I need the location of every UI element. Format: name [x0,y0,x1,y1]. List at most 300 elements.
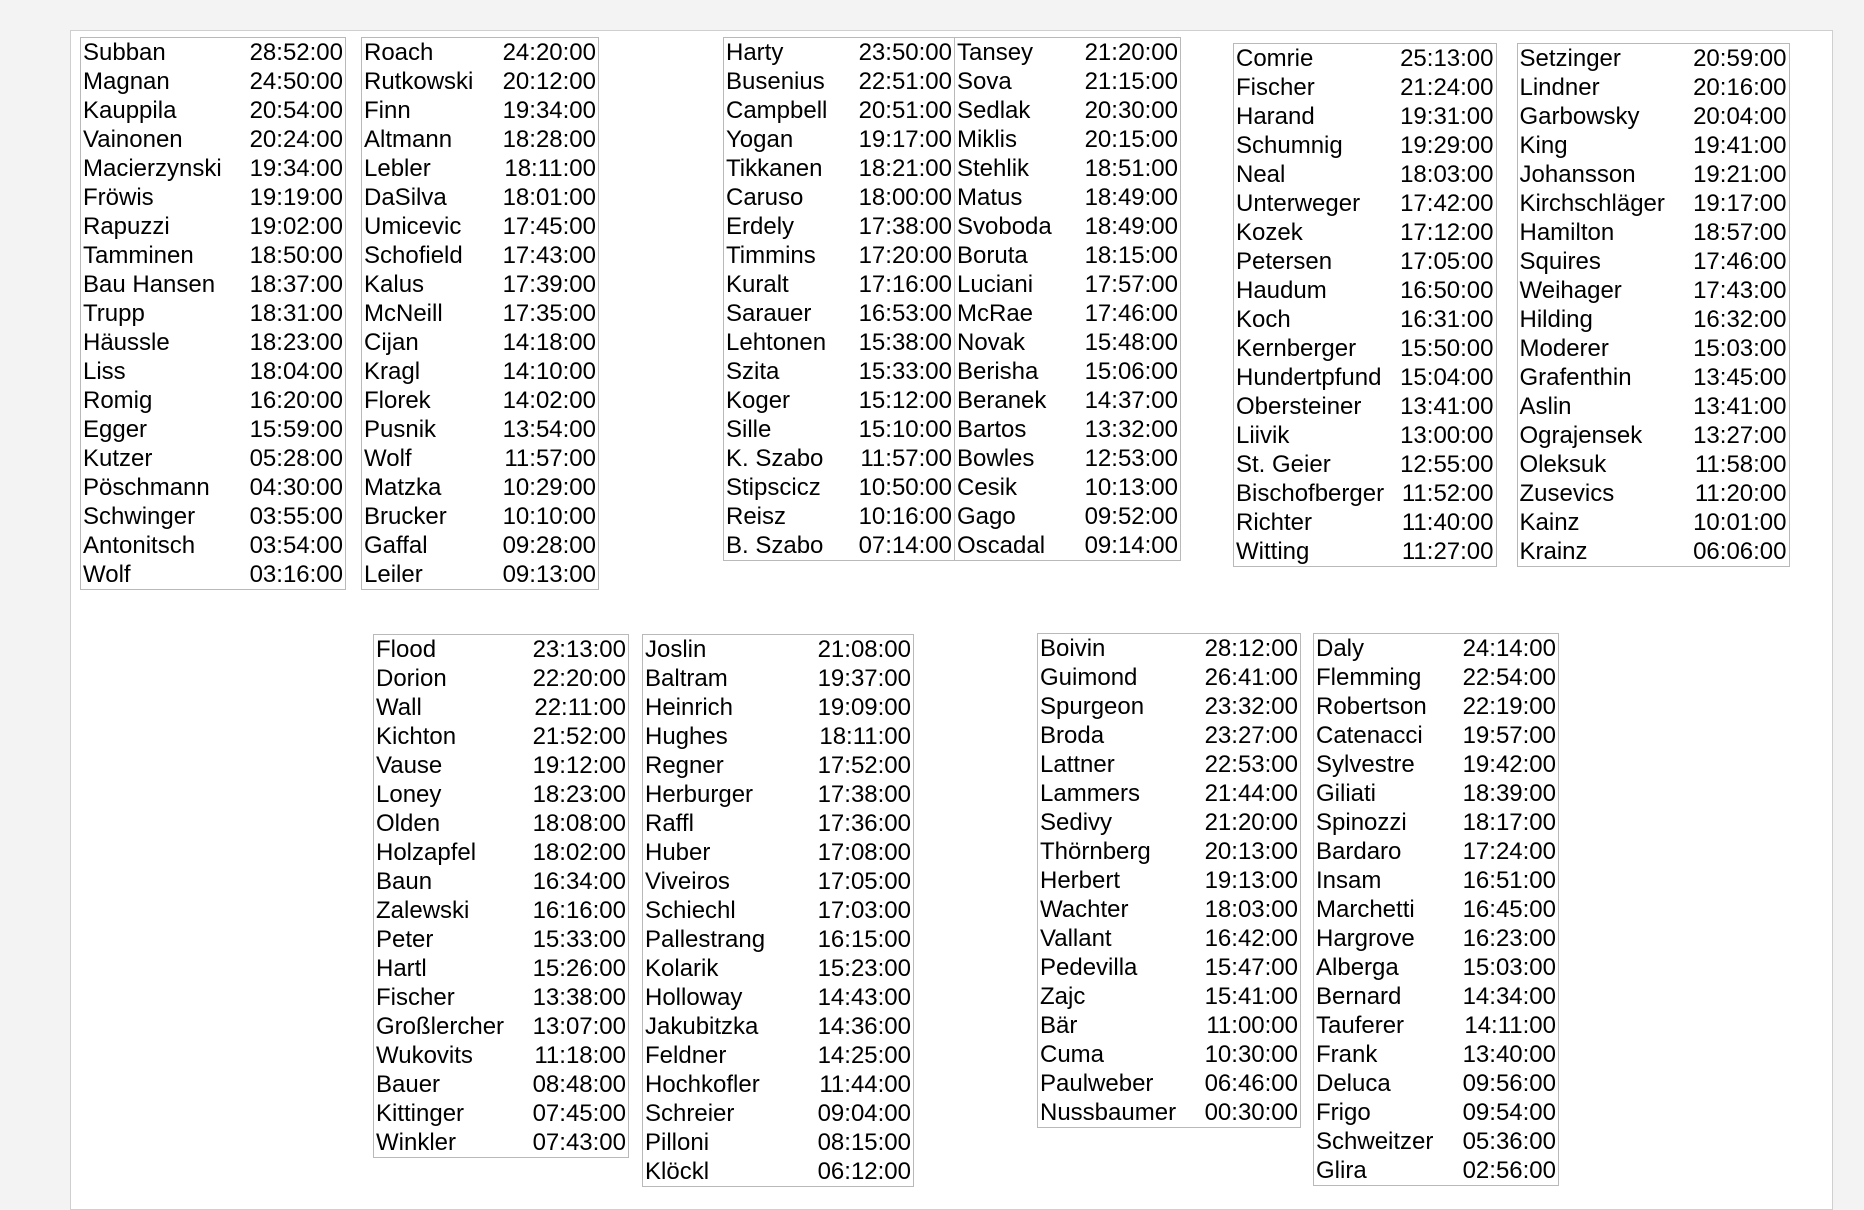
table-row [1517,363,1789,392]
player-name: Guimond [1040,664,1138,691]
time-value: 18:57:00 [1693,219,1787,246]
time-value: 06:06:00 [1693,538,1787,565]
time-value: 20:15:00 [1084,126,1178,153]
time-value: 21:44:00 [1204,780,1298,807]
time-value: 13:32:00 [1084,416,1178,443]
table-row [1517,218,1789,247]
table-row [362,96,599,125]
player-name: Hochkofler [645,1071,760,1098]
table-row [362,531,599,560]
table-row [955,357,1181,386]
player-name: Baltram [645,665,728,692]
player-name: Leiler [364,561,423,588]
time-value: 14:36:00 [817,1013,911,1040]
table-row [955,154,1181,183]
player-name: Großlercher [376,1013,505,1040]
time-value: 14:37:00 [1084,387,1178,414]
table-row [724,531,955,561]
table-row [1234,392,1497,421]
player-name: Zusevics [1519,480,1615,507]
table-row [374,751,629,780]
table-row [374,867,629,896]
player-name: Grafenthin [1519,364,1632,391]
table-row [1038,1098,1301,1128]
time-value: 09:13:00 [502,561,596,588]
player-name: Frigo [1316,1099,1371,1126]
player-table [642,634,914,1187]
player-name: Macierzynski [83,155,222,182]
time-value: 19:12:00 [532,752,626,779]
time-value: 18:01:00 [502,184,596,211]
time-value: 28:52:00 [249,39,343,66]
player-name: Yogan [726,126,794,153]
time-value: 13:07:00 [532,1013,626,1040]
player-name: Novak [957,329,1026,356]
time-value: 18:02:00 [532,839,626,866]
table-row [1517,44,1789,74]
table-row [362,415,599,444]
time-value: 24:14:00 [1462,635,1556,662]
table-row [724,125,955,154]
time-value: 15:59:00 [249,416,343,443]
table-row [955,386,1181,415]
time-value: 18:49:00 [1084,184,1178,211]
table-row [643,1041,914,1070]
player-table [1037,633,1301,1128]
player-name: Boruta [957,242,1028,269]
table-row [362,125,599,154]
time-value: 10:01:00 [1693,509,1787,536]
player-name: Deluca [1316,1070,1391,1097]
player-name: Liivik [1236,422,1290,449]
table-row [1234,247,1497,276]
time-value: 19:42:00 [1462,751,1556,778]
time-value: 19:13:00 [1204,867,1298,894]
table-row [1517,247,1789,276]
player-name: Ograjensek [1519,422,1643,449]
player-name: Miklis [957,126,1017,153]
player-name: Oleksuk [1519,451,1607,478]
player-name: Baun [376,868,433,895]
table-row [1234,421,1497,450]
table-row [955,299,1181,328]
player-name: Brucker [364,503,447,530]
player-name: Insam [1316,867,1382,894]
table-row [955,125,1181,154]
player-name: Harty [726,39,784,66]
table-row [955,96,1181,125]
player-name: Bowles [957,445,1035,472]
table-row [362,473,599,502]
time-value: 14:18:00 [502,329,596,356]
time-value: 08:48:00 [532,1071,626,1098]
table-row [81,473,346,502]
table-row [643,896,914,925]
table-row [643,751,914,780]
table-group-e [1037,633,1559,1186]
table-row [81,328,346,357]
player-name: McNeill [364,300,443,327]
table-row [1038,692,1301,721]
table-row [1038,721,1301,750]
table-row [374,635,629,665]
player-name: Joslin [645,636,707,663]
table-row [1314,750,1559,779]
player-name: Subban [83,39,166,66]
player-name: Squires [1519,248,1601,275]
time-value: 18:11:00 [819,723,911,750]
player-name: Wachter [1040,896,1129,923]
player-name: Weihager [1519,277,1622,304]
table-row [1038,866,1301,895]
time-value: 14:43:00 [817,984,911,1011]
player-name: Wukovits [376,1042,473,1069]
table-row [1517,276,1789,305]
time-value: 17:16:00 [858,271,952,298]
player-name: Egger [83,416,148,443]
player-name: Schofield [364,242,463,269]
table-row [81,183,346,212]
table-row [1234,131,1497,160]
time-value: 16:32:00 [1693,306,1787,333]
player-name: Romig [83,387,153,414]
player-name: Tamminen [83,242,194,269]
time-value: 15:26:00 [532,955,626,982]
player-name: Bardaro [1316,838,1402,865]
table-row [724,96,955,125]
player-table [1233,43,1497,567]
time-value: 10:16:00 [858,503,952,530]
table-row [1314,1069,1559,1098]
time-value: 17:38:00 [858,213,952,240]
player-name: Lattner [1040,751,1115,778]
time-value: 24:20:00 [502,39,596,66]
table-row [1234,450,1497,479]
time-value: 18:03:00 [1400,161,1494,188]
table-row [955,67,1181,96]
time-value: 18:51:00 [1084,155,1178,182]
time-value: 19:31:00 [1400,103,1494,130]
time-value: 11:52:00 [1401,480,1494,507]
time-value: 11:40:00 [1401,509,1494,536]
player-name: Pallestrang [645,926,766,953]
player-name: Hundertpfund [1236,364,1382,391]
player-name: Spurgeon [1040,693,1145,720]
table-row [374,1012,629,1041]
table-row [724,67,955,96]
player-name: Zajc [1040,983,1086,1010]
time-value: 13:41:00 [1693,393,1787,420]
time-value: 17:43:00 [1693,277,1787,304]
time-value: 11:00:00 [1206,1012,1298,1039]
time-value: 10:29:00 [502,474,596,501]
table-row [1314,895,1559,924]
time-value: 11:18:00 [534,1042,626,1069]
table-row [1314,1156,1559,1186]
table-row [724,241,955,270]
player-name: Marchetti [1316,896,1415,923]
player-name: Regner [645,752,724,779]
table-row [1234,73,1497,102]
time-value: 13:54:00 [502,416,596,443]
table-row [362,357,599,386]
time-value: 16:23:00 [1462,925,1556,952]
table-row [1234,102,1497,131]
time-value: 21:20:00 [1204,809,1298,836]
time-value: 22:19:00 [1462,693,1556,720]
player-name: Pedevilla [1040,954,1138,981]
time-value: 04:30:00 [249,474,343,501]
table-row [724,183,955,212]
table-row [724,502,955,531]
table-row [1234,305,1497,334]
table-row [374,722,629,751]
player-name: Holzapfel [376,839,477,866]
player-name: Holloway [645,984,743,1011]
time-value: 16:51:00 [1462,867,1556,894]
player-name: Sedivy [1040,809,1113,836]
time-value: 17:39:00 [502,271,596,298]
player-name: Stehlik [957,155,1030,182]
table-row [374,809,629,838]
player-name: Daly [1316,635,1365,662]
table-row [1234,537,1497,567]
player-name: Kalus [364,271,425,298]
time-value: 15:06:00 [1084,358,1178,385]
time-value: 15:10:00 [858,416,952,443]
table-row [643,664,914,693]
time-value: 17:05:00 [1400,248,1494,275]
table-row [643,1157,914,1187]
table-row [374,1099,629,1128]
player-name: Schweitzer [1316,1128,1434,1155]
table-row [374,925,629,954]
time-value: 03:16:00 [249,561,343,588]
table-row [724,299,955,328]
player-name: Fischer [1236,74,1315,101]
player-name: Umicevic [364,213,462,240]
time-value: 15:47:00 [1204,954,1298,981]
player-name: Wolf [364,445,412,472]
player-name: Magnan [83,68,170,95]
table-row [362,560,599,590]
player-name: Kirchschläger [1519,190,1665,217]
table-row [81,125,346,154]
time-value: 23:13:00 [532,636,626,663]
time-value: 20:54:00 [249,97,343,124]
player-name: Vallant [1040,925,1112,952]
time-value: 15:33:00 [532,926,626,953]
table-row [643,1070,914,1099]
player-name: Witting [1236,538,1310,565]
time-value: 17:43:00 [502,242,596,269]
table-row [81,415,346,444]
player-name: Koger [726,387,791,414]
time-value: 13:00:00 [1400,422,1494,449]
table-row [1314,663,1559,692]
player-name: Vause [376,752,443,779]
time-value: 20:16:00 [1693,74,1787,101]
time-value: 21:08:00 [817,636,911,663]
table-row [81,386,346,415]
time-value: 15:12:00 [858,387,952,414]
table-row [724,154,955,183]
table-row [643,722,914,751]
player-name: Lehtonen [726,329,827,356]
player-table [955,37,1181,561]
player-name: Paulweber [1040,1070,1154,1097]
time-value: 13:40:00 [1462,1041,1556,1068]
time-value: 17:03:00 [817,897,911,924]
time-value: 18:21:00 [858,155,952,182]
table-row [1038,924,1301,953]
player-name: Sova [957,68,1012,95]
time-value: 22:53:00 [1204,751,1298,778]
table-row [1314,779,1559,808]
player-name: Lebler [364,155,431,182]
player-name: Matus [957,184,1023,211]
player-name: Luciani [957,271,1034,298]
player-name: Finn [364,97,411,124]
time-value: 18:49:00 [1084,213,1178,240]
time-value: 20:24:00 [249,126,343,153]
time-value: 18:39:00 [1462,780,1556,807]
player-name: Hargrove [1316,925,1415,952]
time-value: 11:57:00 [504,445,596,472]
table-row [1038,1011,1301,1040]
time-value: 17:57:00 [1084,271,1178,298]
time-value: 05:28:00 [249,445,343,472]
table-row [1038,895,1301,924]
player-name: Campbell [726,97,828,124]
player-name: Rapuzzi [83,213,170,240]
table-row [1517,102,1789,131]
table-row [362,502,599,531]
player-name: Thörnberg [1040,838,1151,865]
player-name: Florek [364,387,431,414]
player-name: Dorion [376,665,447,692]
time-value: 14:25:00 [817,1042,911,1069]
time-value: 16:31:00 [1400,306,1494,333]
player-name: Reisz [726,503,787,530]
table-row [362,444,599,473]
table-row [81,560,346,590]
table-row [1234,160,1497,189]
table-row [81,38,346,68]
time-value: 19:57:00 [1462,722,1556,749]
player-name: Alberga [1316,954,1399,981]
time-value: 15:03:00 [1693,335,1787,362]
player-name: St. Geier [1236,451,1331,478]
player-name: Bau Hansen [83,271,216,298]
time-value: 22:20:00 [532,665,626,692]
table-row [1038,837,1301,866]
table-row [1314,1011,1559,1040]
time-value: 12:53:00 [1084,445,1178,472]
table-row [643,1099,914,1128]
player-name: Fischer [376,984,455,1011]
player-name: Kernberger [1236,335,1357,362]
player-name: Unterweger [1236,190,1361,217]
player-name: Tansey [957,39,1034,66]
table-row [643,780,914,809]
time-value: 18:17:00 [1462,809,1556,836]
player-name: Kittinger [376,1100,465,1127]
table-row [1314,721,1559,750]
time-value: 14:11:00 [1464,1012,1556,1039]
table-row [374,838,629,867]
time-value: 10:50:00 [858,474,952,501]
time-value: 18:23:00 [249,329,343,356]
time-value: 17:05:00 [817,868,911,895]
table-row [1234,334,1497,363]
time-value: 15:04:00 [1400,364,1494,391]
time-value: 19:09:00 [817,694,911,721]
table-row [362,328,599,357]
player-name: Tauferer [1316,1012,1405,1039]
table-row [955,328,1181,357]
player-name: Herbert [1040,867,1121,894]
table-row [1314,1040,1559,1069]
player-name: Winkler [376,1129,457,1156]
player-name: Tikkanen [726,155,823,182]
time-value: 10:10:00 [502,503,596,530]
time-value: 15:23:00 [817,955,911,982]
time-value: 18:31:00 [249,300,343,327]
table-row [643,867,914,896]
time-value: 15:50:00 [1400,335,1494,362]
time-value: 23:32:00 [1204,693,1298,720]
time-value: 21:20:00 [1084,39,1178,66]
player-name: Loney [376,781,442,808]
player-name: Busenius [726,68,825,95]
time-value: 17:08:00 [817,839,911,866]
table-row [362,67,599,96]
table-row [1517,189,1789,218]
player-name: Rutkowski [364,68,474,95]
player-name: Häussle [83,329,170,356]
table-row [1234,276,1497,305]
player-name: Kuralt [726,271,789,298]
table-row [724,444,955,473]
table-row [1517,450,1789,479]
player-name: King [1519,132,1568,159]
player-name: Broda [1040,722,1105,749]
table-row [1234,479,1497,508]
table-group-c [1233,43,1790,567]
time-value: 18:04:00 [249,358,343,385]
player-name: Kainz [1519,509,1580,536]
time-value: 00:30:00 [1204,1099,1298,1126]
player-name: Trupp [83,300,145,327]
table-row [1314,692,1559,721]
table-row [362,386,599,415]
table-row [643,983,914,1012]
time-value: 06:46:00 [1204,1070,1298,1097]
player-name: Giliati [1316,780,1377,807]
time-value: 17:46:00 [1084,300,1178,327]
time-value: 20:04:00 [1693,103,1787,130]
table-row [1517,392,1789,421]
player-name: Szita [726,358,780,385]
player-name: Petersen [1236,248,1333,275]
player-name: Berisha [957,358,1039,385]
table-row [1038,1040,1301,1069]
time-value: 05:36:00 [1462,1128,1556,1155]
time-value: 23:27:00 [1204,722,1298,749]
table-row [724,38,955,68]
player-name: Zalewski [376,897,470,924]
